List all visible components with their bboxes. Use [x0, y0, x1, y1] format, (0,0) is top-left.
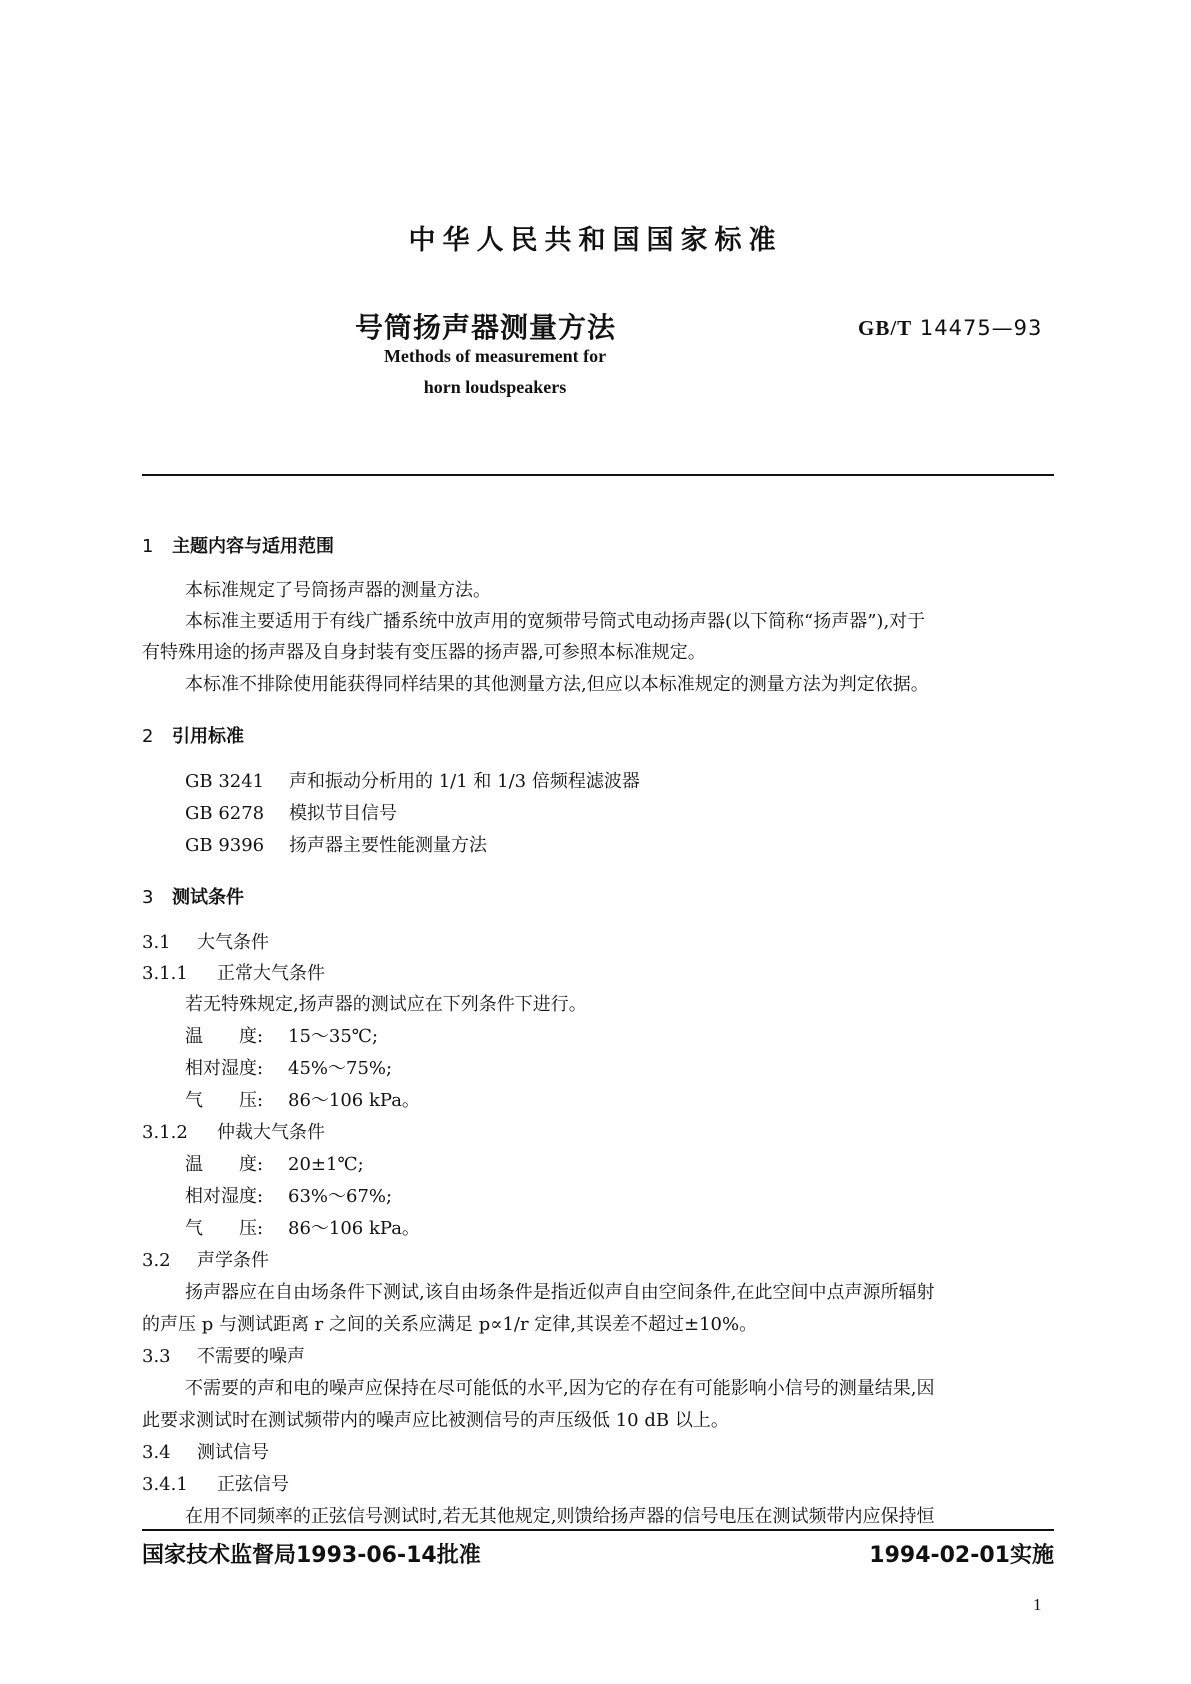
subsection-3-3-line-1: 不需要的声和电的噪声应保持在尽可能低的水平,因为它的存在有可能影响小信号的测量结果,因	[185, 1378, 935, 1399]
subsection-3-2-line-1: 扬声器应在自由场条件下测试,该自由场条件是指近似声自由空间条件,在此空间中点声源所辐射	[185, 1282, 935, 1303]
section-1-para-1: 本标准规定了号筒扬声器的测量方法。	[185, 580, 491, 601]
subsection-3-2-line-2: 的声压 p 与测试距离 r 之间的关系应满足 p∝1/r 定律,其误差不超过±10%。	[142, 1314, 758, 1335]
reference-code: GB 6278	[185, 803, 265, 824]
condition-value: 86～106 kPa。	[288, 1090, 420, 1111]
condition-value: 86～106 kPa。	[288, 1218, 420, 1239]
condition-label: 相对湿度:	[185, 1186, 264, 1207]
subsection-3-3-heading	[142, 1342, 305, 1368]
document-code-number: 14475—93	[919, 316, 1043, 340]
subsection-3-4-1-heading	[142, 1470, 289, 1496]
condition-humidity	[185, 1182, 392, 1208]
reference-item	[185, 831, 487, 857]
section-2-title: 引用标准	[172, 726, 244, 747]
condition-humidity	[185, 1054, 392, 1080]
subsection-3-4-heading	[142, 1438, 269, 1464]
subsection-title: 正常大气条件	[217, 963, 325, 984]
subsection-title: 仲裁大气条件	[217, 1122, 325, 1143]
subsection-3-4-1-line-1: 在用不同频率的正弦信号测试时,若无其他规定,则馈给扬声器的信号电压在测试频带内应保持恒	[185, 1506, 935, 1527]
section-1-number: 1	[142, 536, 154, 557]
subsection-title: 声学条件	[197, 1250, 269, 1271]
section-1-heading	[142, 532, 334, 558]
section-1-para-2-line-1: 本标准主要适用于有线广播系统中放声用的宽频带号筒式电动扬声器(以下简称“扬声器”),对于	[185, 611, 926, 632]
condition-value: 20±1℃;	[288, 1154, 364, 1175]
subsection-3-1-heading	[142, 928, 269, 954]
reference-text: 声和振动分析用的 1/1 和 1/3 倍频程滤波器	[289, 771, 640, 792]
condition-label: 温 度:	[185, 1154, 264, 1175]
subsection-number: 3.3	[142, 1346, 171, 1367]
subsection-3-2-heading	[142, 1246, 269, 1272]
condition-temperature	[185, 1022, 378, 1048]
section-1-para-3: 本标准不排除使用能获得同样结果的其他测量方法,但应以本标准规定的测量方法为判定依据。	[185, 674, 929, 695]
section-3-title: 测试条件	[172, 887, 244, 908]
condition-value: 63%～67%;	[288, 1186, 393, 1207]
condition-label: 相对湿度:	[185, 1058, 264, 1079]
subsection-title: 测试信号	[197, 1442, 269, 1463]
subsection-number: 3.1	[142, 932, 171, 953]
condition-pressure	[185, 1214, 420, 1240]
subsection-3-1-2-heading	[142, 1118, 325, 1144]
subsection-number: 3.1.2	[142, 1122, 188, 1143]
section-3-heading	[142, 883, 244, 909]
subsection-3-1-1-intro: 若无特殊规定,扬声器的测试应在下列条件下进行。	[185, 994, 587, 1015]
subsection-number: 3.4.1	[142, 1474, 188, 1495]
subsection-title: 不需要的噪声	[197, 1346, 305, 1367]
standard-title: 中华人民共和国国家标准	[408, 225, 783, 256]
english-title-line2: horn loudspeakers	[423, 377, 567, 397]
reference-code: GB 9396	[185, 835, 265, 856]
subsection-number: 3.1.1	[142, 963, 188, 984]
document-title: 号筒扬声器测量方法	[355, 311, 617, 344]
effective-date: 1994-02-01实施	[869, 1543, 1054, 1568]
english-title-line1: Methods of measurement for	[383, 346, 607, 366]
subsection-title: 正弦信号	[217, 1474, 289, 1495]
header-divider	[142, 474, 1054, 476]
reference-item	[185, 799, 397, 825]
subsection-number: 3.4	[142, 1442, 171, 1463]
condition-pressure	[185, 1086, 420, 1112]
condition-label: 温 度:	[185, 1026, 264, 1047]
section-1-title: 主题内容与适用范围	[172, 536, 334, 557]
subsection-title: 大气条件	[197, 932, 269, 953]
condition-temperature	[185, 1150, 364, 1176]
approval-date: 国家技术监督局1993-06-14批准	[142, 1543, 481, 1568]
reference-text: 模拟节目信号	[289, 803, 397, 824]
subsection-3-3-line-2: 此要求测试时在测试频带内的噪声应比被测信号的声压级低 10 dB 以上。	[142, 1410, 729, 1431]
reference-text: 扬声器主要性能测量方法	[289, 835, 487, 856]
condition-value: 15～35℃;	[288, 1026, 379, 1047]
subsection-number: 3.2	[142, 1250, 171, 1271]
section-2-heading	[142, 722, 244, 748]
section-2-number: 2	[142, 726, 154, 747]
reference-code: GB 3241	[185, 771, 265, 792]
document-code	[858, 316, 1042, 341]
section-1-para-2-line-2: 有特殊用途的扬声器及自身封装有变压器的扬声器,可参照本标准规定。	[142, 642, 706, 663]
condition-value: 45%～75%;	[288, 1058, 393, 1079]
condition-label: 气 压:	[185, 1218, 264, 1239]
reference-item	[185, 767, 640, 793]
subsection-3-1-1-heading	[142, 959, 325, 985]
page-number: 1	[1033, 1595, 1042, 1614]
footer-divider	[142, 1529, 1054, 1531]
section-3-number: 3	[142, 887, 154, 908]
document-code-prefix: GB/T	[858, 316, 913, 340]
condition-label: 气 压:	[185, 1090, 264, 1111]
